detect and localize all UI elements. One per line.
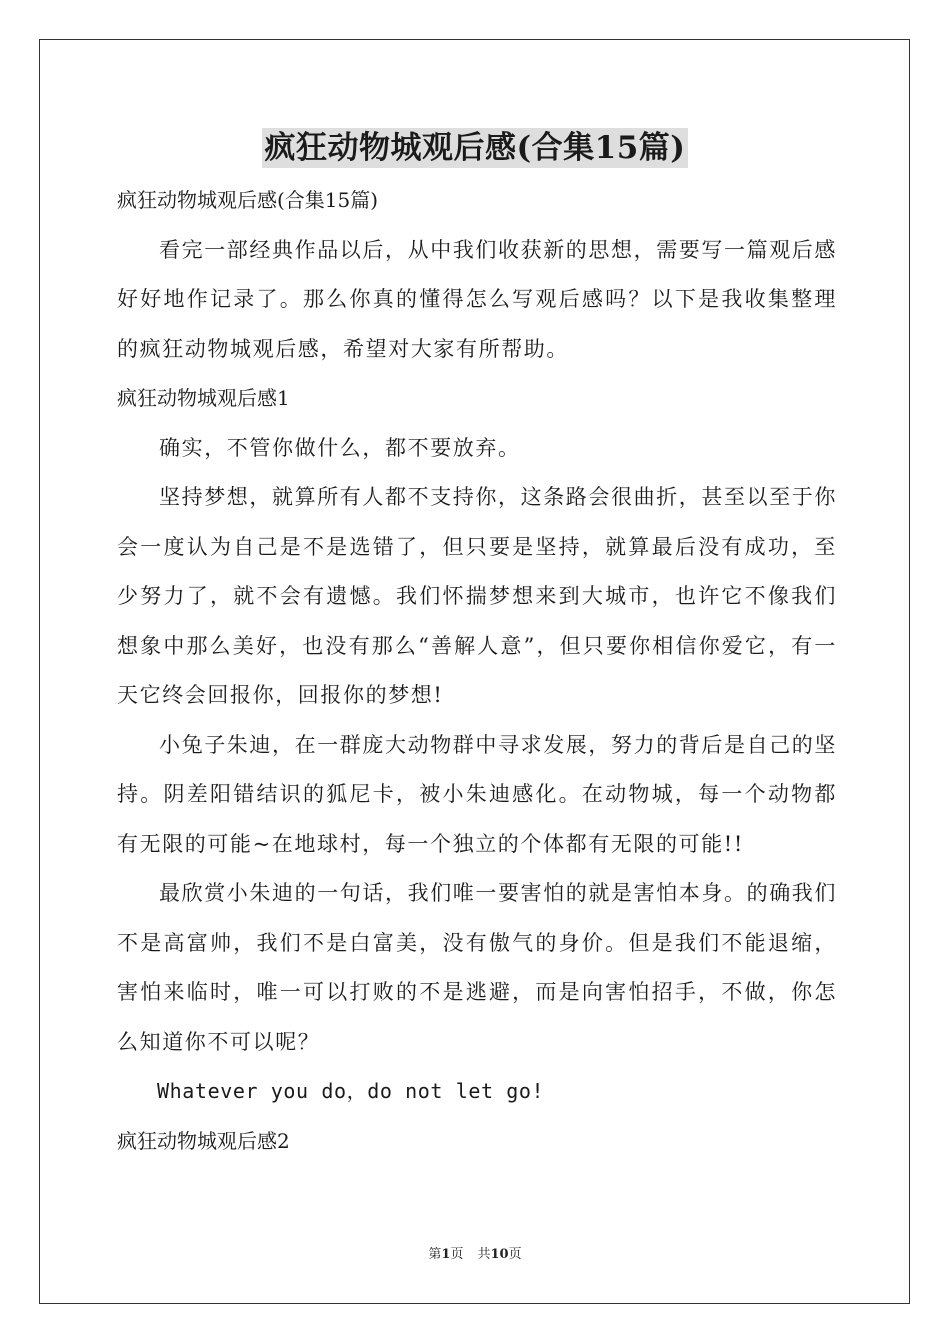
total-pages-suffix: 页 (508, 1247, 522, 1262)
page-number-prefix: 第 (428, 1247, 442, 1262)
total-pages-prefix: 共 (477, 1247, 491, 1262)
document-subtitle: 疯狂动物城观后感(合集15篇) (117, 188, 379, 212)
section-heading-1: 疯狂动物城观后感1 (117, 386, 290, 410)
section-1-paragraph-5: Whatever you do，do not let go! (157, 1079, 545, 1103)
document-body (117, 176, 837, 1166)
section-1-paragraph-1: 确实，不管你做什么，都不要放弃。 (159, 435, 521, 460)
document-title: 疯狂动物城观后感(合集15篇) (262, 128, 689, 168)
page-number-suffix: 页 (450, 1247, 464, 1262)
total-pages-count: 10 (490, 1247, 509, 1262)
page-number-current: 1 (441, 1247, 451, 1262)
intro-paragraph: 看完一部经典作品以后，从中我们收获新的思想，需要写一篇观后感好好地作记录了。那么你真的懂得怎么写观后感吗？以下是我收集整理的疯狂动物城观后感，希望对大家有所帮助。 (117, 237, 837, 361)
section-heading-2: 疯狂动物城观后感2 (117, 1128, 290, 1153)
section-1-paragraph-3: 小兔子朱迪，在一群庞大动物群中寻求发展，努力的背后是自己的坚持。阴差阳错结识的狐尼卡，被小朱迪感化。在动物城，每一个动物都有无限的可能~在地球村，每一个独立的个体都有无限的可能!! (117, 732, 837, 856)
section-1-paragraph-4: 最欣赏小朱迪的一句话，我们唯一要害怕的就是害怕本身。的确我们不是高富帅，我们不是白富美，没有傲气的身价。但是我们不能退缩，害怕来临时，唯一可以打败的不是逃避，而是向害怕招手，不做，你怎么知道你不可以呢？ (117, 881, 837, 1054)
title-container (0, 128, 950, 168)
page-footer (0, 1245, 950, 1265)
section-1-paragraph-2: 坚持梦想，就算所有人都不支持你，这条路会很曲折，甚至以至于你会一度认为自己是不是选错了，但只要是坚持，就算最后没有成功，至少努力了，就不会有遗憾。我们怀揣梦想来到大城市，也许它不像我们想象中那么美好，也没有那么“善解人意”，但只要你相信你爱它，有一天它终会回报你，回报你的梦想! (117, 485, 837, 707)
